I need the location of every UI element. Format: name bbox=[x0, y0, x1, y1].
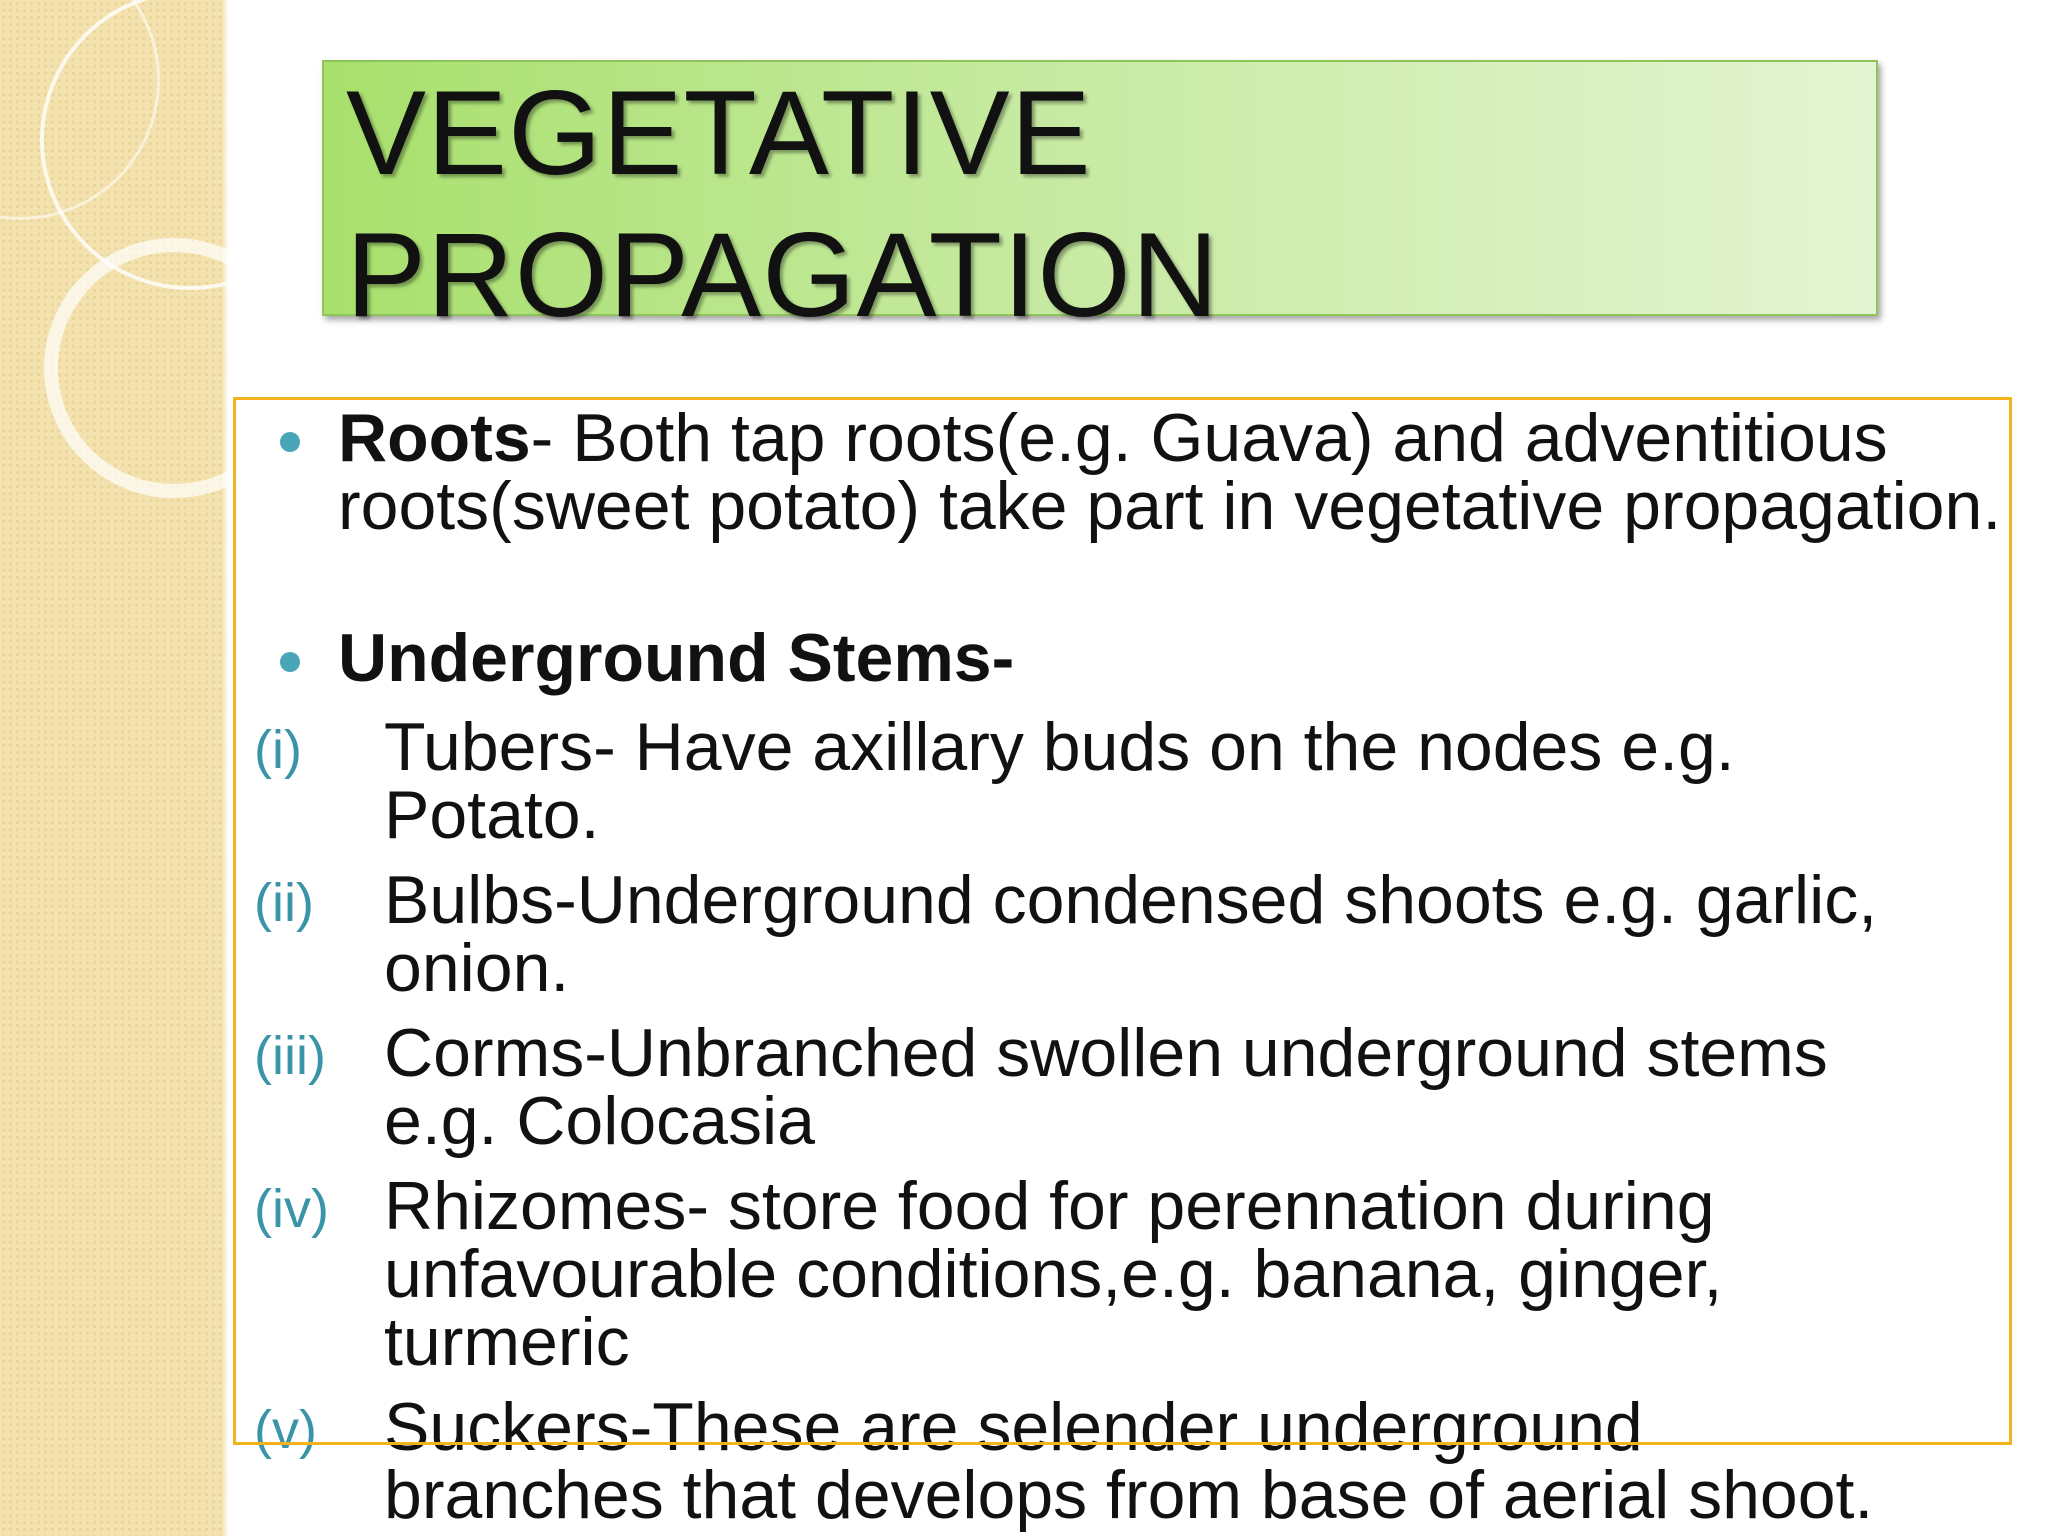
bullet-dot-icon bbox=[280, 432, 300, 452]
bullet-text bbox=[338, 400, 2018, 544]
title-line-1: VEGETATIVE bbox=[346, 66, 1092, 200]
bullet-term: Roots bbox=[338, 400, 531, 476]
item-number: (iv) bbox=[254, 1179, 329, 1239]
item-text bbox=[384, 862, 2024, 1006]
item-line: unfavourable conditions,e.g. banana, ginger, bbox=[384, 1236, 1723, 1312]
item-line: onion. bbox=[384, 930, 570, 1006]
item-text bbox=[384, 1389, 2024, 1533]
item-line: Suckers-These are selender underground bbox=[384, 1389, 1643, 1465]
item-line: turmeric bbox=[384, 1304, 630, 1380]
item-line: Bulbs-Underground condensed shoots e.g. garlic, bbox=[384, 862, 1878, 938]
bullet-description: - Both tap roots(e.g. Guava) and adventitious roots(sweet potato) take part in vegetative propagation. bbox=[338, 400, 2002, 544]
item-text bbox=[384, 709, 2024, 853]
item-line: Corms-Unbranched swollen underground stems bbox=[384, 1015, 1828, 1091]
bullet-text bbox=[338, 620, 2018, 696]
item-number: (i) bbox=[254, 720, 302, 780]
item-number: (v) bbox=[254, 1400, 317, 1460]
item-text bbox=[384, 1168, 2024, 1380]
item-line: branches that develops from base of aerial shoot. bbox=[384, 1457, 1874, 1533]
bullet-term: Underground Stems- bbox=[338, 620, 1015, 696]
item-line: e.g. Colocasia bbox=[384, 1083, 815, 1159]
item-line: Potato. bbox=[384, 777, 600, 853]
title-line-2: PROPAGATION bbox=[346, 208, 1220, 342]
bullet-dot-icon bbox=[280, 652, 300, 672]
item-text bbox=[384, 1015, 2024, 1159]
item-number: (ii) bbox=[254, 873, 314, 933]
item-number: (iii) bbox=[254, 1026, 326, 1086]
item-line: Rhizomes- store food for perennation during bbox=[384, 1168, 1715, 1244]
item-line: Tubers- Have axillary buds on the nodes e.g. bbox=[384, 709, 1735, 785]
